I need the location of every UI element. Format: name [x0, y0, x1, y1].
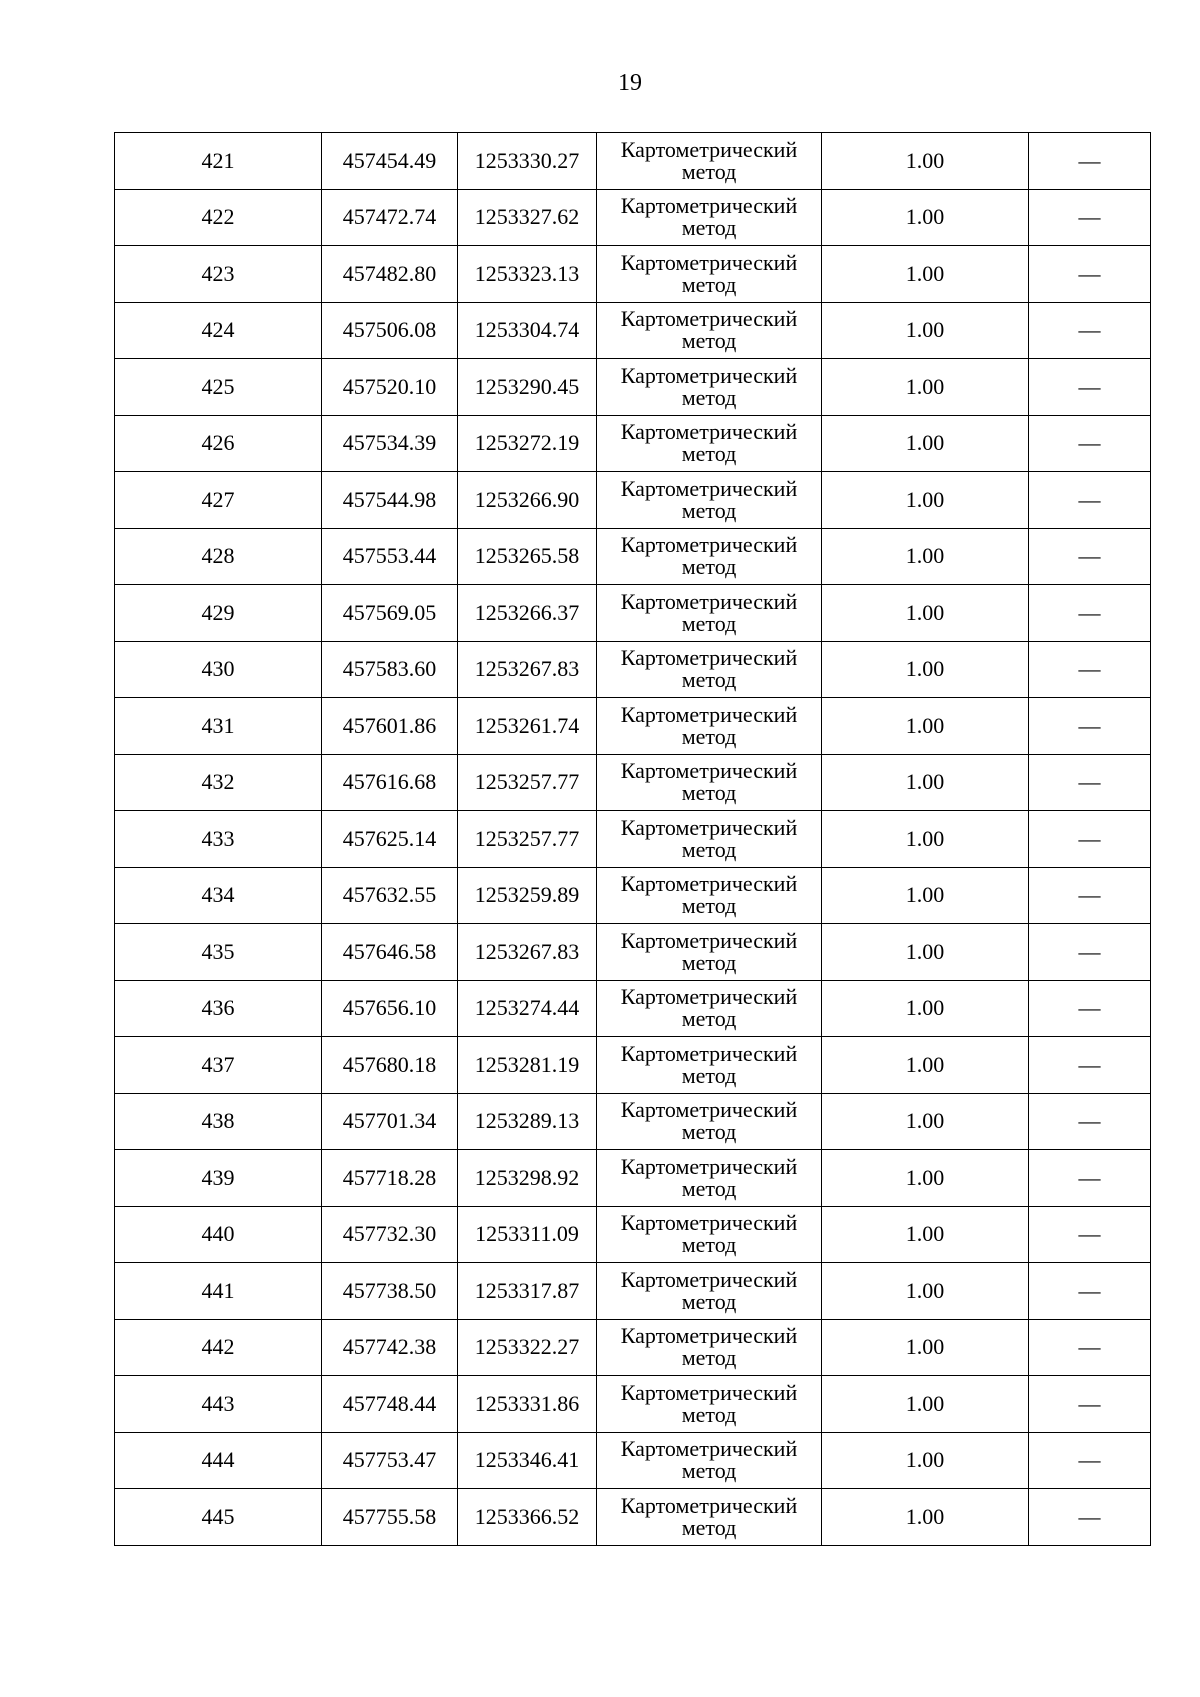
note-cell: — [1029, 585, 1151, 642]
method-line-1: Картометрический [620, 419, 798, 445]
method-line-2: метод [681, 384, 737, 410]
method-cell [597, 1319, 822, 1376]
y-coordinate-cell: 1253289.13 [458, 1093, 597, 1150]
y-coordinate-cell: 1253331.86 [458, 1376, 597, 1433]
x-coordinate-cell: 457520.10 [322, 359, 458, 416]
method-line-2: метод [681, 441, 737, 467]
note-cell: — [1029, 1093, 1151, 1150]
method-cell [597, 641, 822, 698]
y-coordinate-cell: 1253272.19 [458, 415, 597, 472]
note-cell: — [1029, 641, 1151, 698]
method-line-2: метод [681, 1401, 737, 1427]
y-coordinate-cell: 1253317.87 [458, 1263, 597, 1320]
y-coordinate-cell: 1253311.09 [458, 1206, 597, 1263]
point-number-cell: 431 [115, 698, 322, 755]
method-cell [597, 1206, 822, 1263]
method-cell [597, 1376, 822, 1433]
method-line-2: метод [681, 158, 737, 184]
note-cell: — [1029, 754, 1151, 811]
point-number-cell: 434 [115, 867, 322, 924]
method-line-1: Картометрический [620, 306, 798, 332]
x-coordinate-cell: 457506.08 [322, 302, 458, 359]
method-line-1: Картометрический [620, 1153, 798, 1179]
note-cell: — [1029, 811, 1151, 868]
y-coordinate-cell: 1253346.41 [458, 1432, 597, 1489]
x-coordinate-cell: 457569.05 [322, 585, 458, 642]
table-row [115, 754, 1151, 811]
method-cell [597, 867, 822, 924]
method-line-1: Картометрический [620, 701, 798, 727]
method-line-2: метод [681, 723, 737, 749]
x-coordinate-cell: 457755.58 [322, 1489, 458, 1546]
x-coordinate-cell: 457632.55 [322, 867, 458, 924]
x-coordinate-cell: 457680.18 [322, 1037, 458, 1094]
table-row [115, 980, 1151, 1037]
accuracy-cell: 1.00 [822, 1319, 1029, 1376]
method-line-1: Картометрический [620, 475, 798, 501]
method-line-1: Картометрический [620, 588, 798, 614]
note-cell: — [1029, 415, 1151, 472]
method-line-1: Картометрический [620, 927, 798, 953]
method-line-2: метод [681, 497, 737, 523]
accuracy-cell: 1.00 [822, 698, 1029, 755]
note-cell: — [1029, 1263, 1151, 1320]
y-coordinate-cell: 1253274.44 [458, 980, 597, 1037]
method-line-1: Картометрический [620, 984, 798, 1010]
table-row [115, 641, 1151, 698]
table-row [115, 1150, 1151, 1207]
method-line-2: метод [681, 1175, 737, 1201]
method-line-2: метод [681, 1119, 737, 1145]
x-coordinate-cell: 457748.44 [322, 1376, 458, 1433]
method-cell [597, 528, 822, 585]
method-line-1: Картометрический [620, 1436, 798, 1462]
table-row [115, 359, 1151, 416]
accuracy-cell: 1.00 [822, 133, 1029, 190]
accuracy-cell: 1.00 [822, 754, 1029, 811]
table-row [115, 1206, 1151, 1263]
table-row [115, 698, 1151, 755]
y-coordinate-cell: 1253330.27 [458, 133, 597, 190]
x-coordinate-cell: 457701.34 [322, 1093, 458, 1150]
point-number-cell: 433 [115, 811, 322, 868]
method-line-1: Картометрический [620, 1266, 798, 1292]
x-coordinate-cell: 457616.68 [322, 754, 458, 811]
method-line-1: Картометрический [620, 249, 798, 275]
y-coordinate-cell: 1253257.77 [458, 754, 597, 811]
x-coordinate-cell: 457482.80 [322, 246, 458, 303]
table-row [115, 585, 1151, 642]
x-coordinate-cell: 457718.28 [322, 1150, 458, 1207]
note-cell: — [1029, 302, 1151, 359]
accuracy-cell: 1.00 [822, 641, 1029, 698]
point-number-cell: 424 [115, 302, 322, 359]
point-number-cell: 432 [115, 754, 322, 811]
note-cell: — [1029, 1432, 1151, 1489]
note-cell: — [1029, 189, 1151, 246]
point-number-cell: 429 [115, 585, 322, 642]
point-number-cell: 423 [115, 246, 322, 303]
accuracy-cell: 1.00 [822, 1206, 1029, 1263]
table-row [115, 133, 1151, 190]
method-cell [597, 415, 822, 472]
method-line-2: метод [681, 215, 737, 241]
method-line-2: метод [681, 1458, 737, 1484]
method-cell [597, 1150, 822, 1207]
point-number-cell: 444 [115, 1432, 322, 1489]
x-coordinate-cell: 457544.98 [322, 472, 458, 529]
note-cell: — [1029, 1150, 1151, 1207]
table-row [115, 1432, 1151, 1489]
point-number-cell: 439 [115, 1150, 322, 1207]
table-row [115, 528, 1151, 585]
method-line-1: Картометрический [620, 1040, 798, 1066]
table-row [115, 189, 1151, 246]
method-line-2: метод [681, 836, 737, 862]
table-row [115, 1376, 1151, 1433]
accuracy-cell: 1.00 [822, 302, 1029, 359]
note-cell: — [1029, 924, 1151, 981]
note-cell: — [1029, 1206, 1151, 1263]
table-row [115, 472, 1151, 529]
x-coordinate-cell: 457534.39 [322, 415, 458, 472]
accuracy-cell: 1.00 [822, 189, 1029, 246]
table-row [115, 302, 1151, 359]
method-line-2: метод [681, 1288, 737, 1314]
method-line-1: Картометрический [620, 1210, 798, 1236]
note-cell: — [1029, 528, 1151, 585]
method-line-1: Картометрический [620, 1323, 798, 1349]
accuracy-cell: 1.00 [822, 1376, 1029, 1433]
method-line-1: Картометрический [620, 645, 798, 671]
note-cell: — [1029, 359, 1151, 416]
method-line-2: метод [681, 554, 737, 580]
method-cell [597, 359, 822, 416]
table-row [115, 1037, 1151, 1094]
note-cell: — [1029, 980, 1151, 1037]
method-cell [597, 698, 822, 755]
accuracy-cell: 1.00 [822, 472, 1029, 529]
point-number-cell: 427 [115, 472, 322, 529]
note-cell: — [1029, 1319, 1151, 1376]
coordinates-table [114, 132, 1151, 1546]
method-line-2: метод [681, 328, 737, 354]
table-row [115, 246, 1151, 303]
table-row [115, 1263, 1151, 1320]
point-number-cell: 430 [115, 641, 322, 698]
x-coordinate-cell: 457656.10 [322, 980, 458, 1037]
y-coordinate-cell: 1253290.45 [458, 359, 597, 416]
point-number-cell: 421 [115, 133, 322, 190]
method-cell [597, 1489, 822, 1546]
note-cell: — [1029, 1376, 1151, 1433]
x-coordinate-cell: 457625.14 [322, 811, 458, 868]
point-number-cell: 445 [115, 1489, 322, 1546]
method-line-1: Картометрический [620, 871, 798, 897]
method-line-2: метод [681, 1006, 737, 1032]
point-number-cell: 440 [115, 1206, 322, 1263]
note-cell: — [1029, 133, 1151, 190]
y-coordinate-cell: 1253327.62 [458, 189, 597, 246]
method-cell [597, 1093, 822, 1150]
method-cell [597, 1263, 822, 1320]
point-number-cell: 425 [115, 359, 322, 416]
x-coordinate-cell: 457553.44 [322, 528, 458, 585]
table-row [115, 867, 1151, 924]
method-line-1: Картометрический [620, 1097, 798, 1123]
method-cell [597, 472, 822, 529]
accuracy-cell: 1.00 [822, 246, 1029, 303]
method-line-1: Картометрический [620, 814, 798, 840]
y-coordinate-cell: 1253259.89 [458, 867, 597, 924]
accuracy-cell: 1.00 [822, 1093, 1029, 1150]
point-number-cell: 438 [115, 1093, 322, 1150]
note-cell: — [1029, 472, 1151, 529]
table-row [115, 811, 1151, 868]
point-number-cell: 436 [115, 980, 322, 1037]
method-line-1: Картометрический [620, 136, 798, 162]
table-row [115, 1319, 1151, 1376]
y-coordinate-cell: 1253261.74 [458, 698, 597, 755]
accuracy-cell: 1.00 [822, 585, 1029, 642]
accuracy-cell: 1.00 [822, 924, 1029, 981]
accuracy-cell: 1.00 [822, 359, 1029, 416]
note-cell: — [1029, 867, 1151, 924]
method-cell [597, 811, 822, 868]
accuracy-cell: 1.00 [822, 980, 1029, 1037]
method-line-1: Картометрический [620, 193, 798, 219]
y-coordinate-cell: 1253266.37 [458, 585, 597, 642]
method-line-2: метод [681, 1514, 737, 1540]
point-number-cell: 426 [115, 415, 322, 472]
method-cell [597, 754, 822, 811]
method-cell [597, 302, 822, 359]
point-number-cell: 443 [115, 1376, 322, 1433]
y-coordinate-cell: 1253323.13 [458, 246, 597, 303]
x-coordinate-cell: 457738.50 [322, 1263, 458, 1320]
x-coordinate-cell: 457601.86 [322, 698, 458, 755]
x-coordinate-cell: 457646.58 [322, 924, 458, 981]
y-coordinate-cell: 1253266.90 [458, 472, 597, 529]
point-number-cell: 435 [115, 924, 322, 981]
point-number-cell: 441 [115, 1263, 322, 1320]
accuracy-cell: 1.00 [822, 811, 1029, 868]
table-row [115, 924, 1151, 981]
x-coordinate-cell: 457583.60 [322, 641, 458, 698]
point-number-cell: 437 [115, 1037, 322, 1094]
method-line-1: Картометрический [620, 1379, 798, 1405]
accuracy-cell: 1.00 [822, 415, 1029, 472]
method-line-2: метод [681, 1062, 737, 1088]
method-cell [597, 585, 822, 642]
method-line-1: Картометрический [620, 362, 798, 388]
method-cell [597, 924, 822, 981]
table-row [115, 1489, 1151, 1546]
y-coordinate-cell: 1253267.83 [458, 924, 597, 981]
method-line-2: метод [681, 1232, 737, 1258]
method-line-2: метод [681, 893, 737, 919]
method-line-2: метод [681, 780, 737, 806]
y-coordinate-cell: 1253366.52 [458, 1489, 597, 1546]
y-coordinate-cell: 1253304.74 [458, 302, 597, 359]
method-line-2: метод [681, 271, 737, 297]
point-number-cell: 442 [115, 1319, 322, 1376]
x-coordinate-cell: 457472.74 [322, 189, 458, 246]
note-cell: — [1029, 1489, 1151, 1546]
method-cell [597, 1432, 822, 1489]
method-cell [597, 246, 822, 303]
note-cell: — [1029, 1037, 1151, 1094]
table-row [115, 415, 1151, 472]
accuracy-cell: 1.00 [822, 1432, 1029, 1489]
y-coordinate-cell: 1253267.83 [458, 641, 597, 698]
method-line-2: метод [681, 667, 737, 693]
method-cell [597, 133, 822, 190]
method-line-2: метод [681, 1345, 737, 1371]
point-number-cell: 428 [115, 528, 322, 585]
y-coordinate-cell: 1253322.27 [458, 1319, 597, 1376]
method-cell [597, 980, 822, 1037]
x-coordinate-cell: 457742.38 [322, 1319, 458, 1376]
accuracy-cell: 1.00 [822, 1263, 1029, 1320]
method-line-2: метод [681, 610, 737, 636]
point-number-cell: 422 [115, 189, 322, 246]
y-coordinate-cell: 1253281.19 [458, 1037, 597, 1094]
accuracy-cell: 1.00 [822, 867, 1029, 924]
method-cell [597, 189, 822, 246]
accuracy-cell: 1.00 [822, 528, 1029, 585]
y-coordinate-cell: 1253257.77 [458, 811, 597, 868]
accuracy-cell: 1.00 [822, 1150, 1029, 1207]
table-row [115, 1093, 1151, 1150]
note-cell: — [1029, 246, 1151, 303]
x-coordinate-cell: 457732.30 [322, 1206, 458, 1263]
x-coordinate-cell: 457454.49 [322, 133, 458, 190]
accuracy-cell: 1.00 [822, 1037, 1029, 1094]
y-coordinate-cell: 1253265.58 [458, 528, 597, 585]
method-line-1: Картометрический [620, 532, 798, 558]
method-cell [597, 1037, 822, 1094]
accuracy-cell: 1.00 [822, 1489, 1029, 1546]
table-body [115, 133, 1151, 1546]
method-line-1: Картометрический [620, 758, 798, 784]
note-cell: — [1029, 698, 1151, 755]
x-coordinate-cell: 457753.47 [322, 1432, 458, 1489]
method-line-2: метод [681, 949, 737, 975]
method-line-1: Картометрический [620, 1492, 798, 1518]
page-number: 19 [618, 70, 642, 96]
y-coordinate-cell: 1253298.92 [458, 1150, 597, 1207]
